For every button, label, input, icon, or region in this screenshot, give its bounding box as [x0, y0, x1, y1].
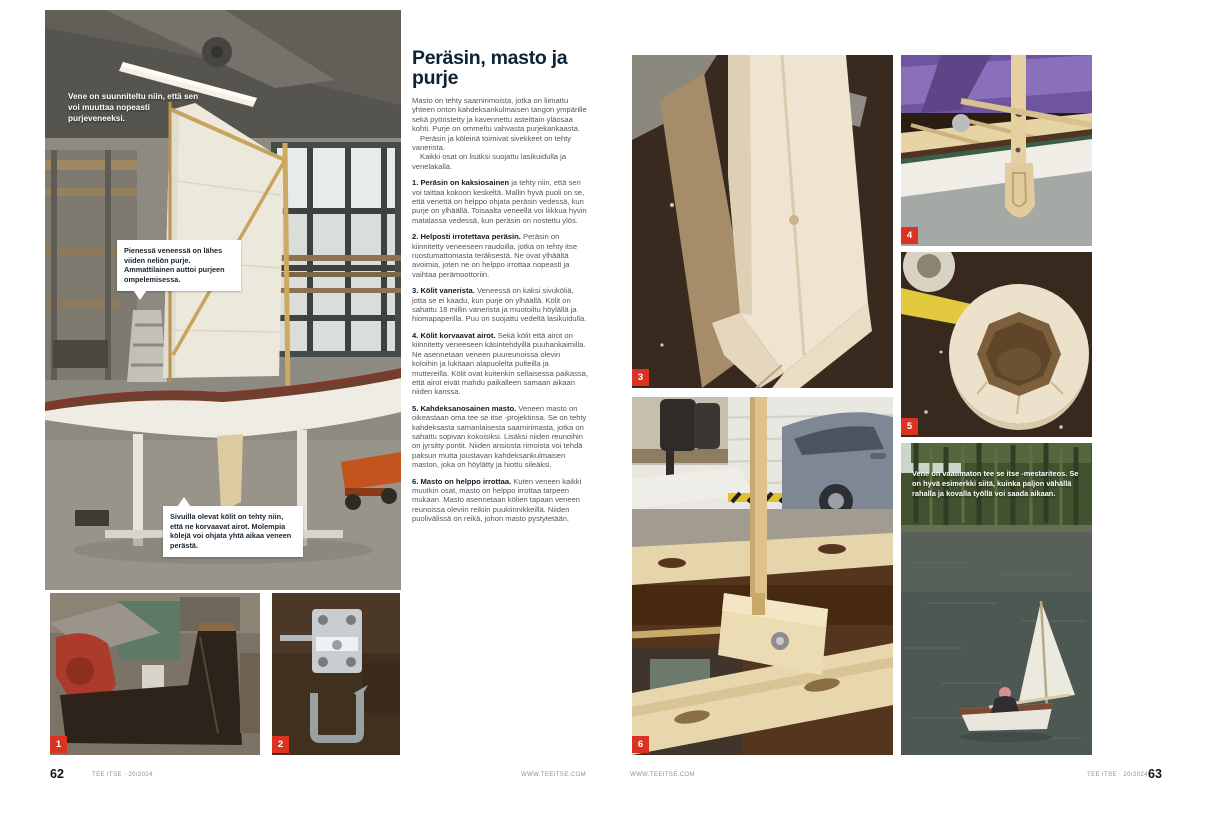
page-number-right: 63	[1148, 767, 1162, 781]
photo-5-hollow-mast-end	[901, 252, 1092, 437]
footer-issue-left: TEE ITSE · 20/2024	[92, 772, 153, 778]
photo-4-badge: 4	[901, 227, 918, 244]
photo-2-badge: 2	[272, 736, 289, 753]
photo-3-art	[632, 55, 893, 388]
photo-5-art	[901, 252, 1092, 437]
section-2-body: Peräsin on kiinnitetty veneeseen raudoilla, jotka on tehty itse ruostumattomasta teräksestä. Ne ovat ylhäältä avoimia, joten ne on helppo irrottaa nopeasti ja vaihtaa perämoottoriin.	[412, 232, 578, 279]
photo-5-badge: 5	[901, 418, 918, 435]
lake-photo-caption: Vene on vaatimaton tee se itse -mestariteos. Se on hyvä esimerkki siitä, kuinka paljon vähällä rahalla ja kovalla työllä voi saada aikaan.	[912, 469, 1079, 498]
section-1-lead: 1. Peräsin on kaksiosainen	[412, 178, 510, 188]
section-6-lead: 6. Masto on helppo irrottaa.	[412, 476, 512, 486]
photo-6-badge: 6	[632, 736, 649, 753]
main-photo-caption-bottom-text: Sivuilla olevat kölit on tehty niin, että ne korvaavat airot. Molempia kölejä voi ohjata yhtä aikaa veneen perästä.	[170, 512, 292, 550]
caption-tail-up	[177, 497, 191, 507]
photo-3-badge: 3	[632, 369, 649, 386]
section-5-lead: 5. Kahdeksanosainen masto.	[412, 403, 517, 413]
section-4-lead: 4. Kölit korvaavat airot.	[412, 330, 496, 340]
article-section-2	[412, 232, 588, 279]
page-number-left: 62	[50, 767, 64, 781]
article-column	[412, 48, 588, 524]
main-photo-caption-bottom	[163, 506, 303, 557]
article-section-5	[412, 404, 588, 470]
article-section-6	[412, 477, 588, 524]
section-6-body: Kuten veneen kaikki muutkin osat, masto on helppo irrottaa tarpeen mukaan. Masto asennetaan kölien tapaan veneen reunoissa oleviin reikiin puukiinnikkeillä. Niiden puolivälissä on reikä, johon masto pystytetään.	[412, 476, 582, 524]
footer-site-left: WWW.TEEITSE.COM	[521, 772, 586, 778]
footer-issue-right: TEE ITSE · 20/2024	[1087, 772, 1148, 778]
article-section-4	[412, 331, 588, 397]
photo-lake-sailing	[901, 443, 1092, 755]
photo-4-rudder-stock-on-boat	[901, 55, 1092, 246]
photo-6-art	[632, 397, 893, 755]
article-intro-p1: Masto on tehty saarnirimoista, jotka on liimattu yhteen onton kahdeksankulmaisen tangon ympärille sekä pyöristetty ja kavennettu asteittain yläosaa kohti. Purje on ommeltu vahvasta purjekankaasta.	[412, 95, 587, 134]
photo-1-folding-rudder	[50, 593, 260, 755]
section-4-body: Sekä kölit että airot on kiinnitetty veneeseen käsintehdyillä puuhankaimilla. Ne asennetaan veneen puureunoissa olevin koloihin ja lukitaan alapuolelta pulteilla ja muttereilla. Kölit ovat kuitenkin sellaisessa paikassa, että airot eivät mahdu paikalleen samaan aikaan niiden kanssa.	[412, 330, 589, 397]
section-2-lead: 2. Helposti irrotettava peräsin.	[412, 232, 521, 242]
caption-tail-down	[133, 290, 147, 300]
article-section-1	[412, 178, 588, 225]
footer-site-right: WWW.TEEITSE.COM	[630, 772, 695, 778]
main-photo-caption-middle-text: Pienessä veneessä on lähes viiden neliön purje. Ammattilainen auttoi purjeen ompelemisessa.	[124, 246, 225, 284]
article-intro-p2: Peräsin ja köleinä toimivat sivekkeet on tehty vanerista.	[412, 133, 572, 152]
section-3-lead: 3. Kölit vanerista.	[412, 286, 475, 296]
photo-1-badge: 1	[50, 736, 67, 753]
section-3-body: Veneessä on kaksi sivuköliä, jotta se ei kaadu, kun purje on ylhäällä. Kölit on sahattu 18 millin vanerista ja muotoiltu höylällä ja hiomapaperilla. Puu on suojattu vedeltä lasikuidulla.	[412, 286, 587, 324]
main-photo-caption-middle	[117, 240, 241, 291]
main-photo-boat-in-workshop	[45, 10, 401, 590]
main-photo-caption-top: Vene on suunniteltu niin, että sen voi muuttaa nopeasti purjeveneeksi.	[68, 92, 199, 123]
photo-2-art	[272, 593, 400, 755]
article-title: Peräsin, masto ja purje	[412, 47, 568, 90]
photo-1-art	[50, 593, 260, 755]
article-intro-p3: Kaikki osat on lisäksi suojattu lasikuidulla ja venelakalla.	[412, 152, 567, 171]
photo-3-mast-blank	[632, 55, 893, 388]
section-1-body: ja tehty niin, että sen voi taittaa kokoon keskeltä. Mallin hyvä puoli on se, että venettä on helppo ohjata peräsin vedessä, kun purje on ylhäällä. Toisaalta veneellä voi liikkua hyvin matalassa vedessä, kun peräsin on nostettu ylös.	[412, 178, 587, 225]
article-section-3	[412, 286, 588, 324]
photo-6-mast-base-bracket	[632, 397, 893, 755]
photo-4-art	[901, 55, 1092, 246]
section-5-body: Veneen masto on oikeastaan oma tee se itse -projektinsa. Se on tehty kahdeksasta samanlaisesta saarnirimasta, jotka on sahattu sopivan kokoisiksi. Lisäksi niiden reunoihin on jyrsitty pontit. Niiden ansiosta rimoista voi tehdä paksun mutta joustavan kahdeksankulmaisen maston, joka on höylätty ja hiottu sileäksi.	[412, 403, 587, 470]
photo-2-steel-fittings	[272, 593, 400, 755]
